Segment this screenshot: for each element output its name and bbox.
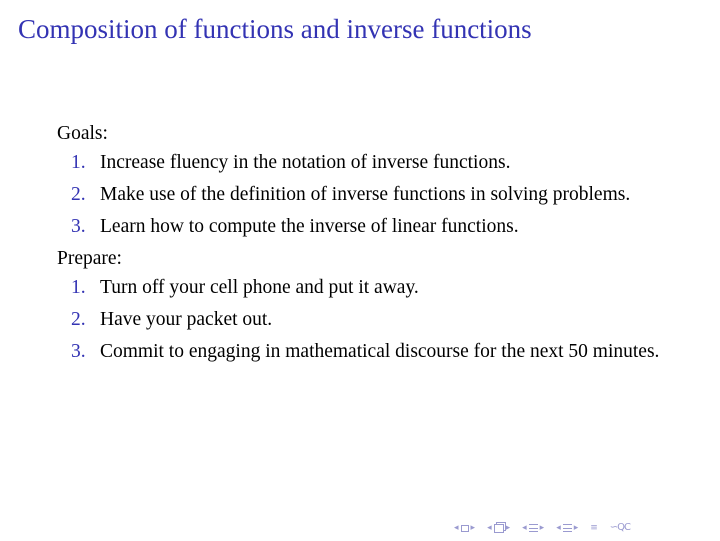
list-item-number: 3. [71, 216, 86, 237]
beamer-navigation [453, 521, 641, 535]
goals-label: Goals: [57, 123, 108, 144]
list-item-text: Commit to engaging in mathematical discourse for the next 50 minutes. [100, 341, 660, 362]
nav-section-group[interactable] [521, 521, 545, 535]
prepare-list [57, 274, 677, 365]
slide-title: Composition of functions and inverse functions [18, 14, 532, 44]
slide-content [57, 120, 677, 370]
list-item-text: Increase fluency in the notation of inverse functions. [100, 152, 511, 173]
prepare-label: Prepare: [57, 248, 122, 269]
nav-left-arrow-icon[interactable]: ◂ [487, 523, 492, 533]
list-item [57, 213, 677, 240]
goals-list [57, 149, 677, 240]
list-item-number: 2. [71, 184, 86, 205]
nav-right-arrow-icon[interactable]: ▸ [505, 523, 511, 533]
list-item-number: 1. [71, 277, 86, 298]
list-item [57, 274, 677, 301]
nav-left-arrow-icon[interactable]: ◂ [556, 523, 561, 533]
list-item [57, 149, 677, 176]
list-item-text: Make use of the definition of inverse functions in solving problems. [100, 184, 631, 205]
nav-section-icon[interactable] [529, 524, 538, 532]
nav-left-arrow-icon[interactable]: ◂ [522, 523, 527, 533]
list-item-number: 1. [71, 152, 86, 173]
list-item [57, 181, 677, 208]
nav-subsection-group[interactable] [486, 521, 511, 535]
nav-right-arrow-icon[interactable]: ▸ [539, 523, 545, 533]
nav-right-arrow-icon[interactable]: ▸ [470, 523, 476, 533]
nav-left-arrow-icon[interactable]: ◂ [454, 523, 459, 533]
list-item-number: 2. [71, 309, 86, 330]
nav-right-arrow-icon[interactable]: ▸ [573, 523, 579, 533]
list-item-text: Turn off your cell phone and put it away. [100, 277, 419, 298]
list-item [57, 306, 677, 333]
list-item [57, 338, 677, 365]
nav-align-group[interactable] [589, 521, 599, 535]
nav-subsection-icon[interactable] [494, 524, 504, 533]
list-item-number: 3. [71, 341, 86, 362]
nav-frame-group[interactable] [453, 521, 476, 535]
nav-search-group[interactable] [609, 521, 631, 535]
nav-align-icon[interactable]: ≡ [590, 523, 598, 533]
nav-search-icon[interactable]: ∽QC [609, 522, 631, 533]
list-item-text: Learn how to compute the inverse of linear functions. [100, 216, 519, 237]
list-item-text: Have your packet out. [100, 309, 273, 330]
nav-presentation-group[interactable] [555, 521, 579, 535]
nav-presentation-icon[interactable] [563, 524, 572, 532]
nav-frame-icon[interactable] [461, 525, 469, 532]
